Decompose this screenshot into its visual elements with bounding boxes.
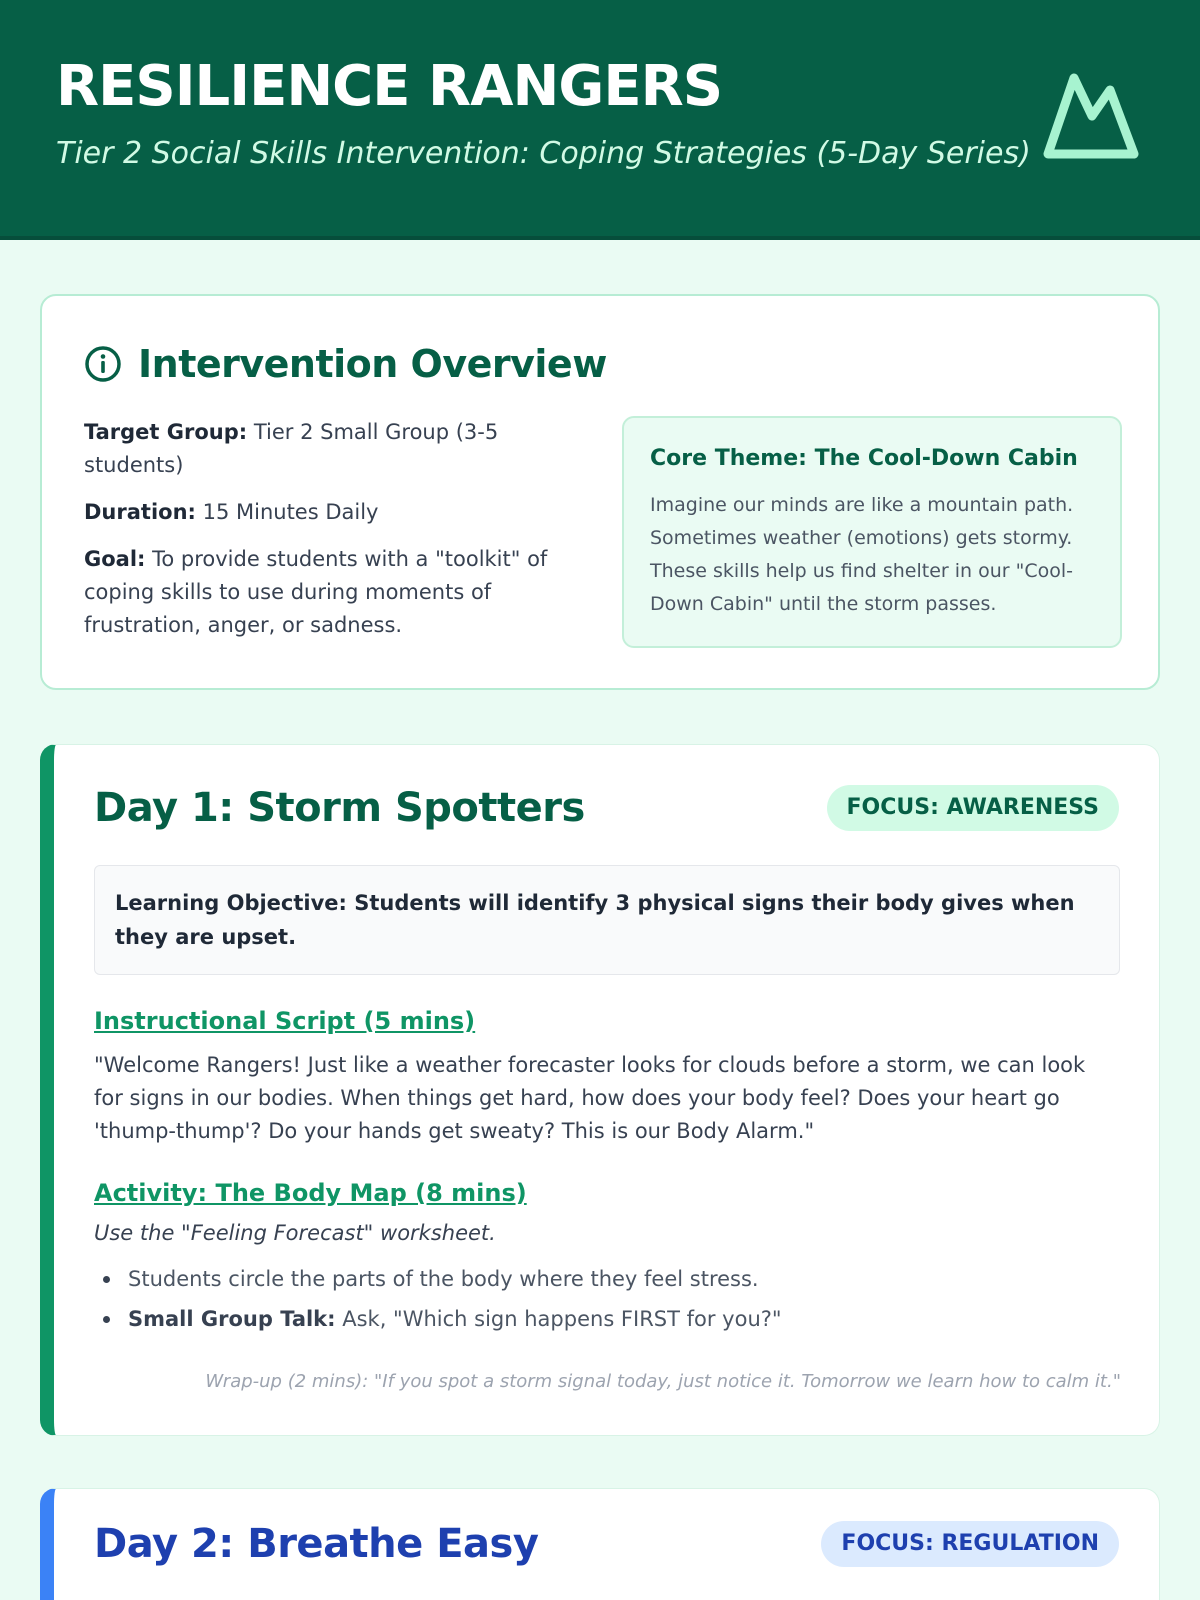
duration-value: 15 Minutes Daily (195, 500, 379, 524)
list-item-text: Students circle the parts of the body where they feel stress. (128, 1267, 759, 1291)
goal-value: To provide students with a "toolkit" of coping skills to use during moments of frustration, anger, or sadness. (84, 547, 548, 637)
overview-title: Intervention Overview (138, 342, 607, 386)
list-item (94, 1259, 1120, 1299)
learning-objective: Learning Objective: Students will identify 3 physical signs their body gives when they are upset. (94, 865, 1120, 975)
day-1-title: Day 1: Storm Spotters (94, 785, 585, 831)
core-theme-box (622, 416, 1122, 648)
overview-title-row (84, 342, 607, 386)
info-icon (84, 345, 122, 383)
instructional-script-heading[interactable]: Instructional Script (5 mins) (94, 1007, 476, 1035)
day-1-card (40, 744, 1160, 1436)
goal (84, 543, 564, 642)
page-subtitle: Tier 2 Social Skills Intervention: Coping Strategies (5-Day Series) (56, 136, 1031, 171)
mountain-icon (1040, 70, 1144, 166)
core-theme-title: Core Theme: The Cool-Down Cabin (650, 446, 1078, 471)
target-group (84, 416, 564, 482)
list-item-label: Small Group Talk: (128, 1307, 336, 1331)
list-item (94, 1299, 1120, 1339)
wrap-up-note: Wrap-up (2 mins): "If you spot a storm signal today, just notice it. Tomorrow we learn how to calm it." (205, 1371, 1121, 1392)
target-group-value: Tier 2 Small Group (3-5 students) (84, 420, 499, 477)
instructional-script-text: "Welcome Rangers! Just like a weather forecaster looks for clouds before a storm, we can look for signs in our bodies. When things get hard, how does your body feel? Does your heart go 'thump-thump'? Do your hands get sweaty? This is our Body Alarm." (94, 1053, 1086, 1143)
overview-details (84, 416, 564, 656)
target-group-label: Target Group: (84, 420, 248, 444)
duration (84, 496, 564, 529)
activity-instruction: Use the "Feeling Forecast" worksheet. (94, 1221, 496, 1245)
core-theme-text: Imagine our minds are like a mountain path. Sometimes weather (emotions) gets stormy. These skills help us find shelter in our "Cool-Down Cabin" until the storm passes. (650, 494, 1074, 615)
overview-card (40, 294, 1160, 690)
activity-heading[interactable]: Activity: The Body Map (8 mins) (94, 1179, 527, 1207)
activity-list (94, 1259, 1120, 1339)
day-2-title: Day 2: Breathe Easy (94, 1521, 539, 1567)
day-1-focus-badge: FOCUS: AWARENESS (827, 785, 1120, 831)
day-2-focus-badge: FOCUS: REGULATION (821, 1521, 1119, 1567)
duration-label: Duration: (84, 500, 196, 524)
page-header (0, 0, 1200, 240)
day-2-card (40, 1488, 1160, 1600)
goal-label: Goal: (84, 547, 146, 571)
list-item-text: Ask, "Which sign happens FIRST for you?" (335, 1307, 782, 1331)
page-title: RESILIENCE RANGERS (56, 54, 723, 119)
